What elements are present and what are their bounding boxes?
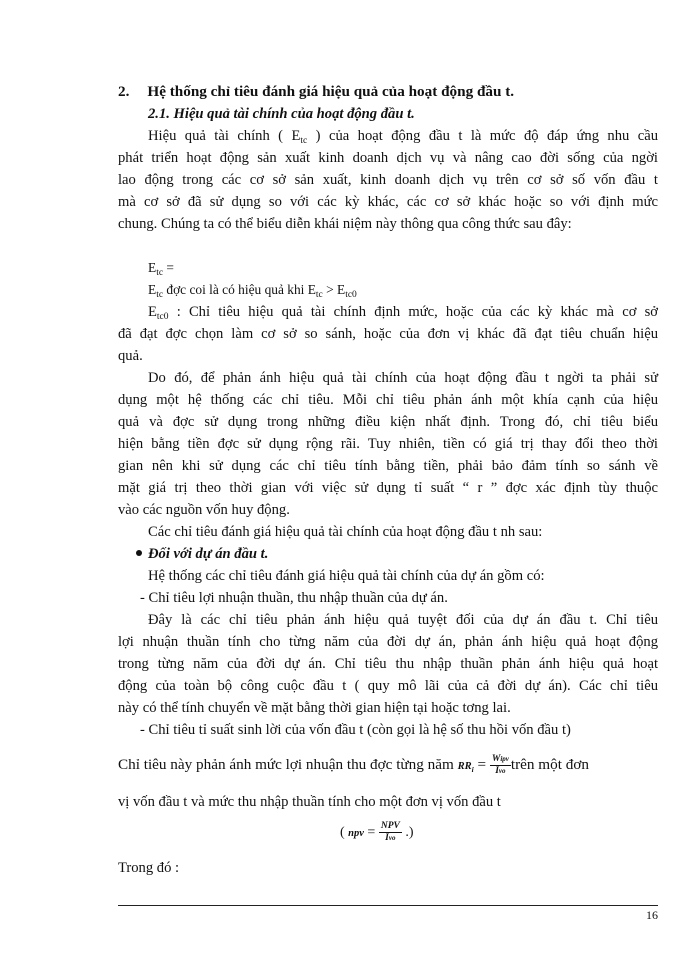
formula-etc: $E_{tc}$ = xyxy=(148,260,174,278)
para3: Các chỉ tiêu đánh giá hiệu quả tài chính của hoạt động đầu t nh sau: xyxy=(148,524,543,540)
npv-fraction: $\frac{\text{NPV}}{\text{Ivo}}$ xyxy=(380,821,400,844)
footer-divider xyxy=(118,905,658,906)
subsection-heading: 2.1. Hiệu quả tài chính của hoạt động đầu t. xyxy=(148,106,415,122)
trong-do-label: Trong đó : xyxy=(118,860,180,876)
para1-line3: lao động trong các cơ sở sản xuất, kinh doanh dịch vụ trên cơ sở số vốn đầu t xyxy=(118,172,658,188)
page-number: 16 xyxy=(646,908,658,922)
para5-line4: động của toàn bộ công cuộc đầu t ( quy mô lãi của cả đời dự án). Các chỉ tiêu xyxy=(118,678,658,694)
bullet-icon xyxy=(136,550,142,556)
para2-line1: Do đó, để phản ánh hiệu quả tài chính của hoạt động đầu t ngời ta phải sử xyxy=(148,370,658,386)
etc0-definition-line1: $E_{tc0}$ : Chỉ tiêu hiệu quả tài chính định mức, hoặc của các kỳ khác mà cơ sở xyxy=(148,304,658,322)
para2-line4: hiện bằng tiền đợc sử dụng rộng rãi. Tuy nhiên, tiền có giá trị thay đổi theo thời xyxy=(118,436,658,452)
etc0-definition-line2: đã đạt đợc chọn làm cơ sở so sánh, hoặc của đơn vị khác đã đạt tiêu chuẩn hiệu xyxy=(118,326,658,342)
para1-line4: mà cơ sở đã sử dụng so với các kỳ khác, các cơ sở khác hoặc so với định mức xyxy=(118,194,658,210)
list-item-net-profit: - Chỉ tiêu lợi nhuận thuần, thu nhập thuần của dự án. xyxy=(140,590,448,606)
etc0-definition-line3: quả. xyxy=(118,348,143,364)
para2-line3: quả và đợc sử dụng trong những điều kiện nhất định. Trong đó, chỉ tiêu biểu xyxy=(118,414,658,430)
para1-line2: phát triển hoạt động sản xuất kinh doanh dịch vụ và nâng cao đời sống của ngời xyxy=(118,150,658,166)
bullet-heading: Đối với dự án đầu t. xyxy=(136,544,656,564)
para5-line2: lợi nhuận thuần tính cho từng năm của đời dự án, phản ánh hiệu quả hoạt động xyxy=(118,634,658,650)
npv-formula: ( npv = $\frac{\text{NPV}}{\text{Ivo}}$ .) xyxy=(340,821,414,844)
section-heading xyxy=(118,82,658,102)
para2-line2: dụng một hệ thống các chỉ tiêu. Mỗi chỉ tiêu phản ánh một khía cạnh của hiệu xyxy=(118,392,658,408)
para5-line1: Đây là các chỉ tiêu phản ánh hiệu quả tuyệt đối của dự án đầu t. Chỉ tiêu xyxy=(148,612,658,628)
para1-line1: Hiệu quả tài chính ( $E_{tc}$ ) của hoạt động đầu t là mức độ đáp ứng nhu cầu xyxy=(148,128,659,146)
unit-capital-line: vị vốn đầu t và mức thu nhập thuần tính cho một đơn vị vốn đầu t xyxy=(118,794,501,810)
para2-line6: mặt giá trị theo thời gian với việc sử dụng tỉ suất “ r ” đợc xác định tùy thuộc xyxy=(118,480,658,496)
para1-line5: chung. Chúng ta có thể biểu diễn khái niệm này thông qua công thức sau đây: xyxy=(118,216,572,232)
rr-fraction: $\frac{\text{Wipv}}{\text{Ivo}}$ xyxy=(491,754,509,777)
para4: Hệ thống các chỉ tiêu đánh giá hiệu quả tài chính của dự án gồm có: xyxy=(148,568,545,584)
para5-line3: trong từng năm của đời dự án. Chỉ tiêu thu nhập thuần phản ánh hiệu quả hoạt xyxy=(118,656,658,672)
para2-line5: gian nên khi sử dụng các chỉ tiêu tính bằng tiền, phải bảo đảm tính so sánh về xyxy=(118,458,658,474)
list-item-return-rate: - Chỉ tiêu tỉ suất sinh lời của vốn đầu t (còn gọi là hệ số thu hồi vốn đầu t) xyxy=(140,722,571,738)
heading-title: Hệ thống chỉ tiêu đánh giá hiệu quả của hoạt động đầu t. xyxy=(147,83,515,100)
para5-line5: này có thể tính chuyển về mặt bằng thời gian hiện tại hoặc tơng lai. xyxy=(118,700,511,716)
heading-number: 2. xyxy=(118,83,130,100)
para2-line7: vào các nguồn vốn huy động. xyxy=(118,502,290,518)
rr-formula-line: Chỉ tiêu này phản ánh mức lợi nhuận thu đợc từng năm RRi = $\frac{\text{Wipv}}{\text{Ivo}}$ trên một đơn xyxy=(118,754,589,777)
efficiency-condition: $E_{tc}$ đợc coi là có hiệu quả khi $E_{tc} > E_{tc0}$ xyxy=(148,282,357,300)
